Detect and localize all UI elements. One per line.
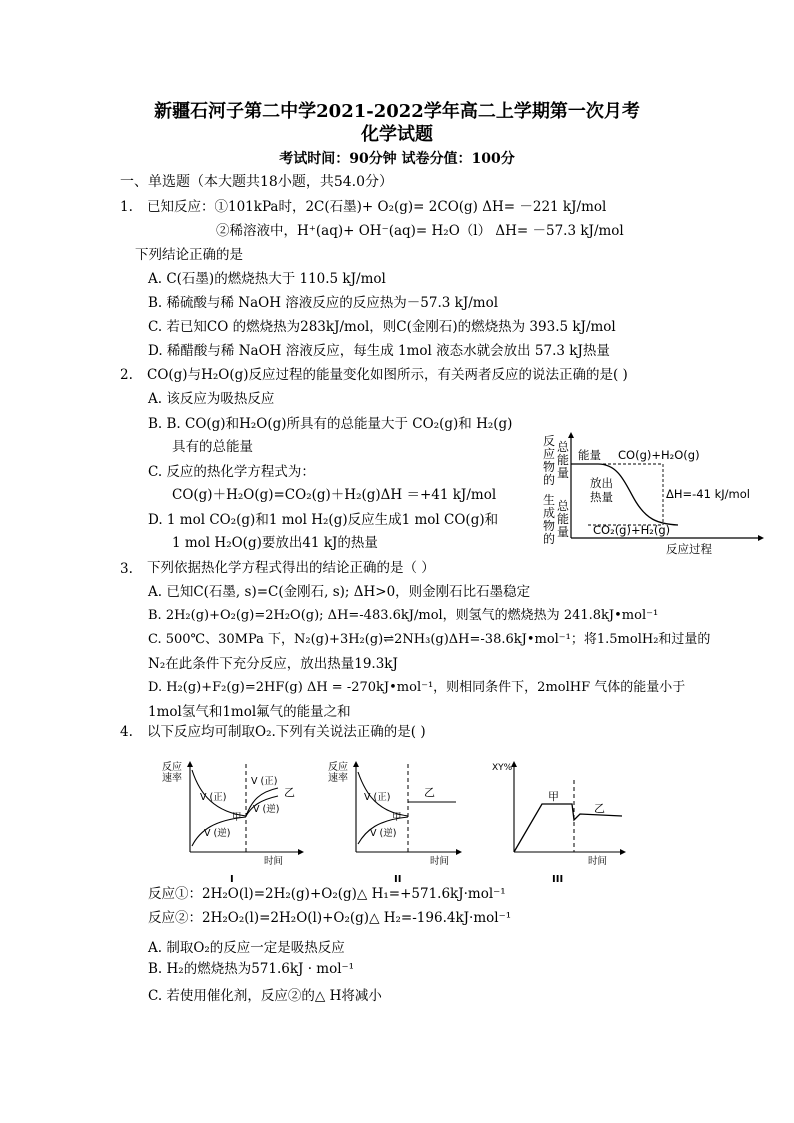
x-axis-label: 时间 <box>430 856 450 867</box>
q3-option-d-1: D. H₂(g)+F₂(g)=2HF(g) ΔH = -270kJ•mol⁻¹，则相同条件下，2molHF 气体的能量小于 <box>148 680 686 695</box>
q4-reaction-1: 反应①：2H₂O(l)=2H₂(g)+O₂(g)△ H₁=+571.6kJ·mol⁻¹ <box>148 886 506 902</box>
ylabel: 速率 <box>162 773 182 784</box>
ylabel-char: 的 <box>543 473 556 487</box>
ylabel-char: 能 <box>557 453 570 467</box>
q3-stem: 下列依据热化学方程式得出的结论正确的是（ ） <box>147 560 435 576</box>
q4-option-a: A. 制取O₂的反应一定是吸热反应 <box>148 940 345 956</box>
ylabel: 反应 <box>328 762 348 773</box>
q3-option-b: B. 2H₂(g)+O₂(g)=2H₂O(g); ΔH=-483.6kJ/mol，则氢气的燃烧热为 241.8kJ•mol⁻¹ <box>148 608 659 623</box>
x-axis-arrow <box>758 535 764 541</box>
ylabel-char: 量 <box>557 525 570 539</box>
v-reverse-label: V (逆) <box>370 828 397 839</box>
exam-info: 考试时间：90分钟 试卷分值：100分 <box>279 151 515 167</box>
x-axis-arrow <box>620 849 626 855</box>
jia-label: 甲 <box>392 812 402 823</box>
q2-option-b-2: 具有的总能量 <box>172 439 253 455</box>
ylabel: 速率 <box>328 773 348 784</box>
q1-option-c: C. 若已知CO 的燃烧热为283kJ/mol，则C(金刚石)的燃烧热为 393.5 kJ/mol <box>148 319 616 335</box>
x-axis-label: 时间 <box>588 856 608 867</box>
q2-option-c-2: CO(g)＋H₂O(g)=CO₂(g)＋H₂(g)ΔH ＝+41 kJ/mol <box>172 487 497 503</box>
q2-option-d-1: D. 1 mol CO₂(g)和1 mol H₂(g)反应生成1 mol CO(g)和 <box>148 512 499 528</box>
v-forward-label: V (正) <box>364 792 391 803</box>
products-label: CO₂(g)+H₂(g) <box>593 523 671 537</box>
graph-numeral: III <box>552 874 564 885</box>
ylabel-char: 量 <box>557 466 570 480</box>
q1-line1: 已知反应：①101kPa时，2C(石墨)+ O₂(g)= 2CO(g) ΔH= －221 kJ/mol <box>147 199 607 215</box>
x-axis-arrow <box>298 849 304 855</box>
q4-reaction-2: 反应②：2H₂O₂(l)=2H₂O(l)+O₂(g)△ H₂=-196.4kJ·mol⁻¹ <box>148 910 512 926</box>
yi-label: 乙 <box>284 786 295 799</box>
q2-option-c-1: C. 反应的热化学方程式为： <box>148 464 315 480</box>
q4-option-c: C. 若使用催化剂，反应②的△ H将减小 <box>148 988 382 1004</box>
dh-label: ΔH=-41 kJ/mol <box>666 487 750 501</box>
q3-option-d-2: 1mol氢气和1mol氟气的能量之和 <box>148 704 351 720</box>
x-axis-arrow <box>456 849 462 855</box>
v-forward-label: V (正) <box>200 792 227 803</box>
q2-stem: CO(g)与H₂O(g)反应过程的能量变化如图所示，有关两者反应的说法正确的是( ) <box>147 367 628 383</box>
q3-option-a: A. 已知C(石墨, s)=C(金刚石, s); ΔH>0，则金刚石比石墨稳定 <box>148 584 531 600</box>
q2-option-b-1: B. B. CO(g)和H₂O(g)所具有的总能量大于 CO₂(g)和 H₂(g) <box>148 416 513 432</box>
ylabel-char: 反 <box>543 434 556 448</box>
q4-number: 4. <box>120 724 133 740</box>
percent-curve <box>514 804 622 852</box>
ylabel-char: 总 <box>557 499 570 513</box>
q4-option-b: B. H₂的燃烧热为571.6kJ · mol⁻¹ <box>148 961 355 977</box>
rate-graph-1 <box>160 760 310 885</box>
section-title: 一、单选题（本大题共18小题，共54.0分） <box>120 174 393 190</box>
ylabel-char: 成 <box>543 506 556 520</box>
ylabel: XY% <box>492 763 513 773</box>
q1-stem: 下列结论正确的是 <box>135 247 243 263</box>
school-title: 新疆石河子第二中学2021-2022学年高二上学期第一次月考 <box>154 101 640 122</box>
q1-number: 1. <box>120 199 133 215</box>
ylabel: 反应 <box>162 762 182 773</box>
graph-numeral: II <box>394 874 402 885</box>
q1-option-b: B. 稀硫酸与稀 NaOH 溶液反应的反应热为－57.3 kJ/mol <box>148 295 499 311</box>
y-axis-arrow <box>353 761 359 767</box>
q3-option-c-1: C. 500℃、30MPa 下，N₂(g)+3H₂(g)⇌2NH₃(g)ΔH=-38.6kJ•mol⁻¹；将1.5molH₂和过量的 <box>148 632 711 647</box>
q3-option-c-2: N₂在此条件下充分反应，放出热量19.3kJ <box>148 656 398 672</box>
energy-curve <box>571 464 678 525</box>
graph-numeral: I <box>230 874 234 885</box>
ylabel-char: 应 <box>543 447 556 461</box>
v-forward-label-2: V (正) <box>251 776 278 787</box>
ylabel-char: 的 <box>543 532 556 546</box>
ylabel-char: 能 <box>557 512 570 526</box>
rate-graph-2 <box>326 760 476 885</box>
jia-label: 甲 <box>548 790 559 803</box>
energy-diagram <box>538 432 768 556</box>
ylabel-char: 物 <box>543 519 556 533</box>
yi-label: 乙 <box>424 786 435 799</box>
jia-label: 甲 <box>232 812 242 823</box>
energy-label: 能量 <box>578 448 601 462</box>
v-reverse-label-2: V (逆) <box>253 804 280 815</box>
ylabel-char: 总 <box>557 440 570 454</box>
release-label: 热量 <box>590 490 613 504</box>
x-axis-label: 时间 <box>264 856 284 867</box>
reactants-label: CO(g)+H₂O(g) <box>618 448 700 462</box>
percent-graph-3 <box>490 760 640 885</box>
ylabel-char: 物 <box>543 460 556 474</box>
q2-option-d-2: 1 mol H₂O(g)要放出41 kJ的热量 <box>172 535 378 551</box>
release-label: 放出 <box>590 476 613 490</box>
q1-option-a: A. C(石墨)的燃烧热大于 110.5 kJ/mol <box>148 271 386 287</box>
yi-label: 乙 <box>594 802 605 815</box>
q2-number: 2. <box>120 367 133 383</box>
x-axis-label: 反应过程 <box>666 542 712 556</box>
q4-stem: 以下反应均可制取O₂.下列有关说法正确的是( ) <box>147 724 426 740</box>
q1-option-d: D. 稀醋酸与稀 NaOH 溶液反应，每生成 1mol 液态水就会放出 57.3 kJ热量 <box>148 343 610 359</box>
subject-title: 化学试题 <box>361 124 433 145</box>
q3-number: 3. <box>120 561 133 577</box>
v-reverse-label: V (逆) <box>204 828 231 839</box>
q2-option-a: A. 该反应为吸热反应 <box>148 391 275 407</box>
y-axis-arrow <box>568 432 574 438</box>
y-axis-arrow <box>187 761 193 767</box>
q1-line2: ②稀溶液中，H⁺(aq)+ OH⁻(aq)= H₂O（l） ΔH= －57.3 kJ/mol <box>216 223 624 239</box>
ylabel-char: 生 <box>543 493 556 507</box>
